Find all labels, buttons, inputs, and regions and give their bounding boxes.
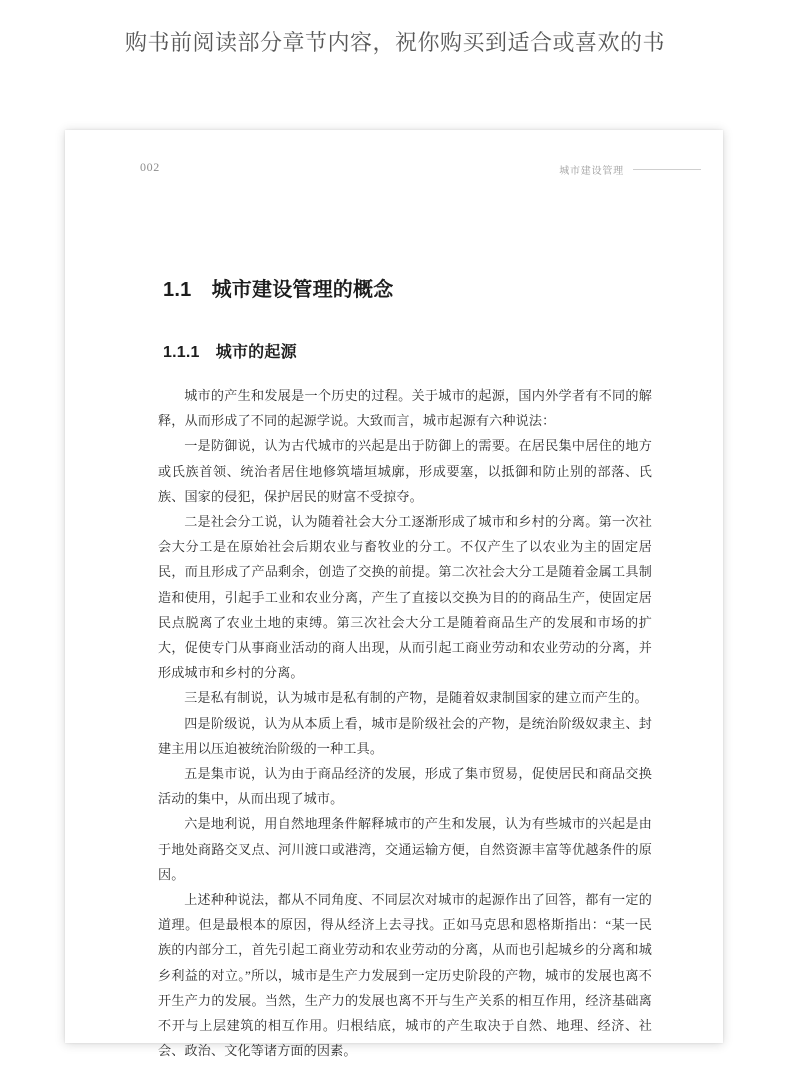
promo-banner: [0, 0, 790, 118]
running-title-group: [559, 162, 701, 177]
paragraph: 一是防御说，认为古代城市的兴起是出于防御上的需要。在居民集中居住的地方或氏族首领、统治者居住地修筑墙垣城廓，形成要塞，以抵御和防止别的部落、氏族、国家的侵犯，保护居民的财富不受掠夺。: [158, 438, 652, 504]
running-head-rule: [633, 169, 701, 170]
promo-banner-text: 购书前阅读部分章节内容，祝你购买到适合或喜欢的书: [124, 30, 665, 55]
subsection-heading: 1.1.1 城市的起源: [163, 344, 297, 361]
running-head: [65, 160, 723, 182]
page-number: 002: [140, 160, 160, 174]
paragraph: 五是集市说，认为由于商品经济的发展，形成了集市贸易，促使居民和商品交换活动的集中，从而出现了城市。: [158, 766, 652, 807]
paragraph: 城市的产生和发展是一个历史的过程。关于城市的起源，国内外学者有不同的解释，从而形成了不同的起源学说。大致而言，城市起源有六种说法：: [158, 388, 652, 429]
section-heading: 1.1 城市建设管理的概念: [163, 279, 394, 301]
paragraph: 二是社会分工说，认为随着社会大分工逐渐形成了城市和乡村的分离。第一次社会大分工是在原始社会后期农业与畜牧业的分工。不仅产生了以农业为主的固定居民，而且形成了产品剩余，创造了交换的前提。第二次社会大分工是随着金属工具制造和使用，引起手工业和农业分离，产生了直接以交换为目的的商品生产，使固定居民点脱离了农业土地的束缚。第三次社会大分工是随着商品生产的发展和市场的扩大，促使专门从事商业活动的商人出现，从而引起工商业劳动和农业劳动的分离，并形成城市和乡村的分离。: [158, 514, 652, 681]
book-page-card: [65, 130, 723, 1059]
paragraph: 上述种种说法，都从不同角度、不同层次对城市的起源作出了回答，都有一定的道理。但是最根本的原因，得从经济上去寻找。正如马克思和恩格斯指出：“某一民族的内部分工，首先引起工商业劳动和农业劳动的分离，从而也引起城乡的分离和城乡利益的对立。”所以，城市是生产力发展到一定历史阶段的产物，城市的发展也离不开生产力的发展。当然，生产力的发展也离不开与生产关系的相互作用，经济基础离不开与上层建筑的相互作用。归根结底，城市的产生取决于自然、地理、经济、社会、政治、文化等诸方面的因素。: [158, 892, 652, 1059]
paragraph: 六是地利说，用自然地理条件解释城市的产生和发展，认为有些城市的兴起是由于地处商路交叉点、河川渡口或港湾，交通运输方便，自然资源丰富等优越条件的原因。: [158, 816, 652, 882]
running-title: 城市建设管理: [559, 166, 624, 177]
paragraph: 四是阶级说，认为从本质上看，城市是阶级社会的产物，是统治阶级奴隶主、封建主用以压迫被统治阶级的一种工具。: [158, 715, 652, 756]
paragraph: 三是私有制说，认为城市是私有制的产物，是随着奴隶制国家的建立而产生的。: [184, 690, 648, 706]
body-copy: [158, 383, 652, 1063]
